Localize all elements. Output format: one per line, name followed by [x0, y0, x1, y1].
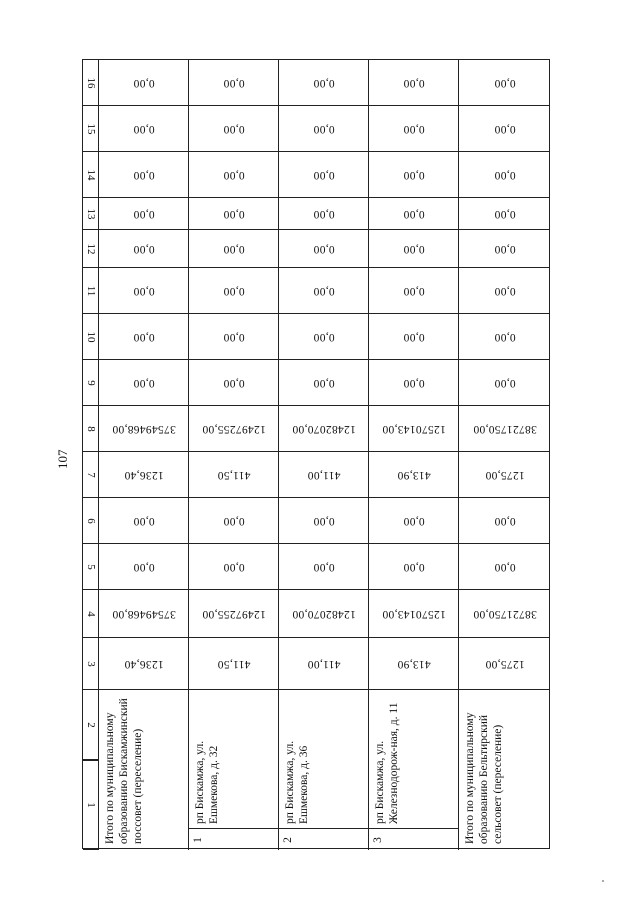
column-number-1 [83, 760, 99, 850]
column-number-5 [83, 544, 99, 590]
table-cell [189, 60, 279, 106]
cell-value: 0,00 [403, 330, 425, 343]
table-cell [99, 452, 189, 498]
cell-value: 12570143,00 [382, 607, 446, 620]
table-cell [99, 498, 189, 544]
cell-value: 0,00 [133, 514, 155, 527]
table-row [369, 60, 459, 850]
column-number-2 [83, 690, 99, 760]
table-cell [99, 638, 189, 690]
row-label-cell [459, 690, 550, 850]
table-cell [459, 638, 550, 690]
row-label: Итого по муниципальному образованию Бискамжинский поссовет (переселение) [104, 698, 144, 844]
table-cell [189, 498, 279, 544]
table-cell [279, 198, 369, 230]
cell-value: 0,00 [493, 122, 516, 135]
column-number-11 [83, 268, 99, 314]
cell-value: 0,00 [223, 514, 245, 527]
table-row [99, 60, 189, 850]
column-number-3 [83, 638, 99, 690]
table-row [279, 60, 369, 850]
column-number-6 [83, 498, 99, 544]
column-number-8 [83, 406, 99, 452]
column-number-text: 13 [84, 208, 97, 219]
data-table [82, 59, 550, 849]
cell-value: 1275,00 [484, 468, 525, 481]
table-cell [189, 406, 279, 452]
table-cell [369, 638, 459, 690]
column-number-text: 6 [84, 517, 97, 524]
cell-value: 0,00 [223, 207, 245, 220]
cell-value: 411,50 [217, 468, 251, 481]
column-number-10 [83, 314, 99, 360]
table-cell [369, 360, 459, 406]
scan-mark [602, 880, 604, 882]
table-cell [279, 268, 369, 314]
table-cell [459, 230, 550, 268]
cell-value: 12482070,00 [292, 422, 356, 435]
row-label: рп Бискамжа, ул. Железнодорож-ная, д. 11 [374, 702, 400, 824]
cell-value: 0,00 [493, 330, 516, 343]
column-number-text: 16 [84, 77, 97, 88]
column-number-7 [83, 452, 99, 498]
table-row [189, 60, 279, 850]
column-number-12 [83, 230, 99, 268]
cell-value: 0,00 [223, 122, 245, 135]
cell-value: 0,00 [223, 76, 245, 89]
cell-value: 0,00 [223, 242, 245, 255]
cell-value: 0,00 [133, 207, 155, 220]
cell-value: 0,00 [493, 168, 516, 181]
table-cell [369, 198, 459, 230]
table-cell [279, 544, 369, 590]
cell-value: 0,00 [403, 560, 425, 573]
cell-value: 37549468,00 [112, 422, 176, 435]
cell-value: 1275,00 [484, 657, 525, 670]
cell-value: 0,00 [403, 376, 425, 389]
row-label-cell [279, 690, 369, 850]
table-cell [99, 360, 189, 406]
cell-value: 0,00 [403, 168, 425, 181]
row-number: 3 [371, 837, 384, 843]
cell-value: 12497255,00 [202, 422, 266, 435]
row-label-cell [189, 690, 279, 850]
cell-value: 0,00 [223, 560, 245, 573]
table-cell [279, 590, 369, 638]
cell-value: 0,00 [313, 284, 335, 297]
table-cell [459, 106, 550, 152]
cell-value: 0,00 [493, 76, 516, 89]
cell-divider [369, 828, 459, 829]
table-cell [99, 406, 189, 452]
cell-value: 0,00 [223, 330, 245, 343]
cell-value: 0,00 [133, 330, 155, 343]
table-cell [459, 406, 550, 452]
cell-value: 38721750,00 [472, 422, 537, 435]
table-cell [189, 198, 279, 230]
table-cell [189, 452, 279, 498]
row-label: рп Бискамжа, ул. Ешмекова, д. 32 [194, 740, 220, 824]
table-cell [279, 638, 369, 690]
column-number-text: 7 [84, 471, 97, 478]
table-cell [189, 638, 279, 690]
table-cell [279, 152, 369, 198]
cell-value: 12497255,00 [202, 607, 266, 620]
table-cell [189, 544, 279, 590]
column-number-text: 5 [84, 563, 97, 570]
cell-value: 0,00 [403, 242, 425, 255]
row-label: рп Бискамжа, ул. Ешмекова, д. 36 [284, 740, 310, 824]
cell-value: 0,00 [403, 284, 425, 297]
table-cell [369, 498, 459, 544]
cell-value: 0,00 [313, 207, 335, 220]
table-cell [279, 230, 369, 268]
cell-value: 0,00 [313, 376, 335, 389]
table-cell [459, 314, 550, 360]
table-row [459, 60, 550, 850]
table-cell [369, 544, 459, 590]
cell-value: 0,00 [313, 560, 335, 573]
table-cell [279, 406, 369, 452]
cell-value: 1236,40 [124, 468, 164, 481]
cell-value: 37549468,00 [112, 607, 176, 620]
cell-value: 0,00 [133, 560, 155, 573]
row-label: Итого по муниципальному образованию Бельтирский сельсовет (переселение) [464, 712, 504, 844]
column-number-9 [83, 360, 99, 406]
table-cell [369, 590, 459, 638]
column-number-text: 9 [84, 379, 97, 386]
cell-value: 0,00 [313, 76, 335, 89]
cell-value: 0,00 [493, 284, 516, 297]
header-divider [83, 760, 99, 761]
cell-value: 12482070,00 [292, 607, 356, 620]
cell-value: 0,00 [223, 168, 245, 181]
table-cell [279, 360, 369, 406]
table-cell [369, 60, 459, 106]
table-cell [99, 590, 189, 638]
table-cell [459, 60, 550, 106]
column-number-text: 2 [84, 721, 97, 728]
table-cell [369, 314, 459, 360]
column-number-text: 8 [84, 425, 97, 432]
cell-value: 411,00 [307, 468, 341, 481]
cell-value: 0,00 [313, 242, 335, 255]
cell-value: 0,00 [313, 330, 335, 343]
table-cell [369, 230, 459, 268]
cell-value: 0,00 [223, 376, 245, 389]
column-number-text: 4 [84, 610, 97, 617]
row-number: 2 [281, 837, 294, 843]
table-cell [99, 544, 189, 590]
cell-value: 0,00 [313, 122, 335, 135]
table-cell [279, 60, 369, 106]
row-label-cell [99, 690, 189, 850]
cell-value: 0,00 [223, 284, 245, 297]
table-cell [459, 268, 550, 314]
cell-value: 0,00 [493, 514, 516, 527]
table-cell [459, 590, 550, 638]
table-cell [189, 360, 279, 406]
table-cell [189, 268, 279, 314]
table-cell [189, 230, 279, 268]
table-cell [99, 230, 189, 268]
column-number-4 [83, 590, 99, 638]
cell-value: 38721750,00 [472, 607, 537, 620]
row-label-cell [369, 690, 459, 850]
table-cell [99, 106, 189, 152]
table-cell [99, 268, 189, 314]
table-cell [189, 106, 279, 152]
cell-divider [279, 828, 369, 829]
column-number-text: 10 [84, 331, 97, 342]
table-cell [369, 268, 459, 314]
table-cell [369, 106, 459, 152]
cell-value: 0,00 [133, 376, 155, 389]
cell-value: 411,50 [217, 657, 251, 670]
table-cell [459, 360, 550, 406]
page-number: 107 [55, 449, 70, 469]
cell-value: 0,00 [133, 168, 155, 181]
cell-value: 411,00 [307, 657, 341, 670]
table-cell [279, 452, 369, 498]
cell-value: 0,00 [403, 76, 425, 89]
column-number-text: 15 [84, 123, 97, 134]
column-number-text: 1 [84, 801, 97, 808]
column-number-16 [83, 60, 99, 106]
table-cell [279, 314, 369, 360]
cell-value: 0,00 [493, 207, 516, 220]
table-cell [189, 314, 279, 360]
cell-value: 0,00 [493, 242, 516, 255]
column-number-14 [83, 152, 99, 198]
cell-value: 0,00 [313, 168, 335, 181]
column-number-text: 11 [84, 285, 97, 296]
table-cell [279, 498, 369, 544]
cell-value: 0,00 [403, 122, 425, 135]
cell-value: 0,00 [493, 376, 516, 389]
cell-value: 1236,40 [124, 657, 164, 670]
cell-value: 0,00 [313, 514, 335, 527]
table-cell [189, 590, 279, 638]
row-number: 1 [191, 837, 204, 843]
table-cell [459, 198, 550, 230]
column-number-13 [83, 198, 99, 230]
table-cell [459, 152, 550, 198]
table-cell [99, 314, 189, 360]
table-cell [369, 406, 459, 452]
table-cell [99, 198, 189, 230]
cell-divider [189, 828, 279, 829]
table-cell [369, 152, 459, 198]
table-cell [459, 452, 550, 498]
column-number-text: 14 [84, 169, 97, 180]
table-cell [99, 60, 189, 106]
cell-value: 0,00 [403, 207, 425, 220]
table-cell [459, 498, 550, 544]
column-number-text: 12 [84, 243, 97, 254]
table-cell [369, 452, 459, 498]
cell-value: 413,90 [397, 657, 431, 670]
table-cell [279, 106, 369, 152]
cell-value: 0,00 [133, 242, 155, 255]
cell-value: 12570143,00 [382, 422, 446, 435]
column-number-text: 3 [84, 660, 97, 667]
cell-value: 0,00 [133, 284, 155, 297]
cell-value: 413,90 [397, 468, 431, 481]
table-cell [459, 544, 550, 590]
column-number-15 [83, 106, 99, 152]
table-cell [189, 152, 279, 198]
cell-value: 0,00 [133, 122, 155, 135]
cell-value: 0,00 [133, 76, 155, 89]
cell-value: 0,00 [403, 514, 425, 527]
cell-value: 0,00 [493, 560, 516, 573]
table-cell [99, 152, 189, 198]
